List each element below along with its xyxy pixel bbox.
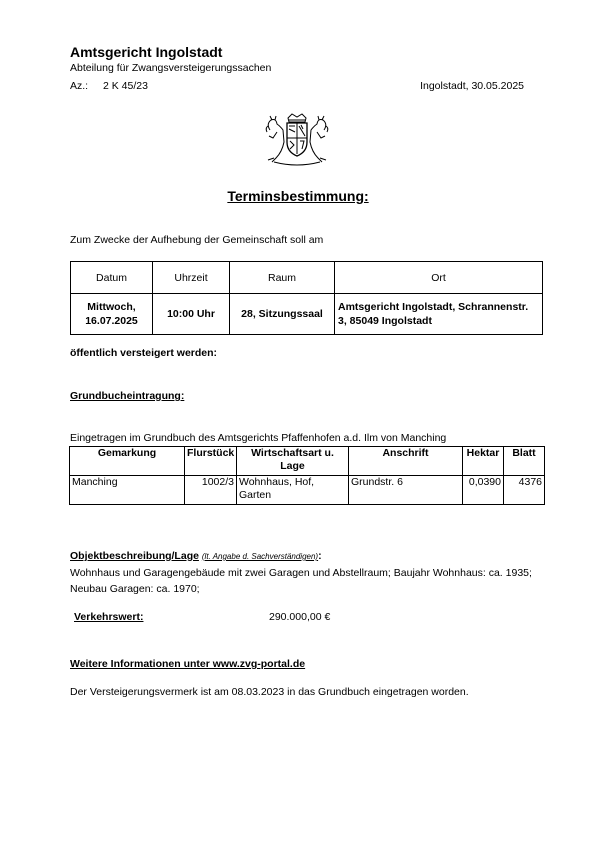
market-value-label: Verkehrswert: (74, 611, 144, 623)
header-hektar: Hektar (463, 447, 504, 476)
department: Abteilung für Zwangsversteigerungssachen (70, 62, 272, 74)
header-blatt: Blatt (504, 447, 545, 476)
appointment-room: 28, Sitzungssaal (230, 294, 335, 335)
object-description: Wohnhaus und Garagengebäude mit zwei Garagen und Abstellraum; Baujahr Wohnhaus: ca. 1935; Neubau Garagen: ca. 1970; (70, 567, 532, 595)
final-note: Der Versteigerungsvermerk ist am 08.03.2023 in das Grundbuch eingetragen worden. (70, 686, 469, 698)
case-number: 2 K 45/23 (103, 80, 148, 92)
land-register-header-row (70, 447, 545, 476)
cell-wirtschaftsart: Wohnhaus, Hof, Garten (237, 476, 349, 505)
info-link[interactable]: Weitere Informationen unter www.zvg-portal.de (70, 658, 306, 670)
header-wirtschaftsart: Wirtschaftsart u. Lage (237, 447, 349, 476)
court-name: Amtsgericht Ingolstadt (70, 44, 223, 60)
table-row (70, 476, 545, 505)
header-anschrift: Anschrift (349, 447, 463, 476)
cell-blatt: 4376 (504, 476, 545, 505)
appointment-location: Amtsgericht Ingolstadt, Schrannenstr. 3, 85049 Ingolstadt (335, 294, 543, 335)
market-value: 290.000,00 € (269, 611, 331, 623)
header-flurstueck: Flurstück (185, 447, 237, 476)
appointment-date: Mittwoch, 16.07.2025 (71, 294, 153, 335)
object-heading-text: Objektbeschreibung/Lage (70, 550, 199, 562)
object-heading-note: (lt. Angabe d. Sachverständigen) (201, 552, 319, 561)
appointment-table (70, 261, 543, 335)
place-date: Ingolstadt, 30.05.2025 (420, 80, 524, 92)
land-register-table (69, 446, 545, 505)
cell-anschrift: Grundstr. 6 (349, 476, 463, 505)
land-register-heading: Grundbucheintragung: (70, 390, 185, 402)
case-number-label: Az.: (70, 80, 89, 92)
document-title: Terminsbestimmung: (227, 188, 369, 204)
auction-statement: öffentlich versteigert werden: (70, 347, 218, 359)
header-datum: Datum (71, 262, 153, 294)
bavarian-coat-of-arms-icon (262, 112, 332, 166)
object-heading (70, 550, 322, 562)
header-raum: Raum (230, 262, 335, 294)
header-uhrzeit: Uhrzeit (153, 262, 230, 294)
appointment-header-row (71, 262, 543, 294)
cell-flurstueck: 1002/3 (185, 476, 237, 505)
intro-text: Zum Zwecke der Aufhebung der Gemeinschaft soll am (70, 234, 324, 246)
appointment-time: 10:00 Uhr (153, 294, 230, 335)
header-ort: Ort (335, 262, 543, 294)
appointment-value-row (71, 294, 543, 335)
cell-hektar: 0,0390 (463, 476, 504, 505)
header-gemarkung: Gemarkung (70, 447, 185, 476)
cell-gemarkung: Manching (70, 476, 185, 505)
object-heading-colon: : (318, 550, 322, 562)
land-register-line: Eingetragen im Grundbuch des Amtsgerichts Pfaffenhofen a.d. Ilm von Manching (70, 432, 447, 444)
